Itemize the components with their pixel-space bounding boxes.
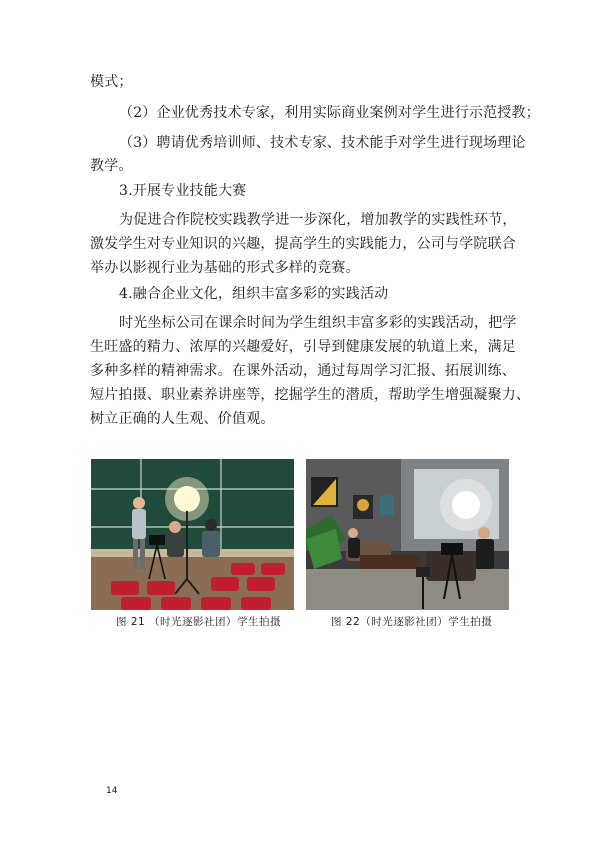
text-line: 举办以影视行业为基础的形式多样的竞赛。 (90, 260, 360, 276)
text-line: 激发学生对专业知识的兴趣，提高学生的实践能力，公司与学院联合 (90, 236, 516, 252)
text-line: （2）企业优秀技术专家，利用实际商业案例对学生进行示范授教； (119, 105, 540, 121)
text-line: （3）聘请优秀培训师、技术专家、技术能手对学生进行现场理论 (119, 135, 526, 151)
figure-caption: 图 21 （时光逐影社团）学生拍摄 (116, 616, 282, 628)
figure-caption: 图 22（时光逐影社团）学生拍摄 (331, 616, 493, 628)
text-line: 生旺盛的精力、浓厚的兴趣爱好，引导到健康发展的轨道上来，满足 (90, 339, 516, 355)
page-number: 14 (106, 786, 118, 796)
photo-studio-filming (306, 459, 509, 610)
text-line: 时光坐标公司在课余时间为学生组织丰富多彩的实践活动，把学 (119, 315, 517, 331)
text-line: 为促进合作院校实践教学进一步深化，增加教学的实践性环节， (119, 212, 517, 228)
text-line: 多种多样的精神需求。在课外活动，通过每周学习汇报、拓展训练、 (90, 363, 516, 379)
photo-classroom-filming (91, 459, 294, 610)
section-heading: 3.开展专业技能大赛 (119, 183, 247, 199)
text-line: 模式； (90, 74, 133, 90)
text-line: 教学。 (90, 158, 133, 174)
section-heading: 4.融合企业文化，组织丰富多彩的实践活动 (119, 286, 389, 302)
text-line: 树立正确的人生观、价值观。 (90, 411, 275, 427)
text-line: 短片拍摄、职业素养讲座等，挖掘学生的潜质，帮助学生增强凝聚力、 (90, 387, 531, 403)
